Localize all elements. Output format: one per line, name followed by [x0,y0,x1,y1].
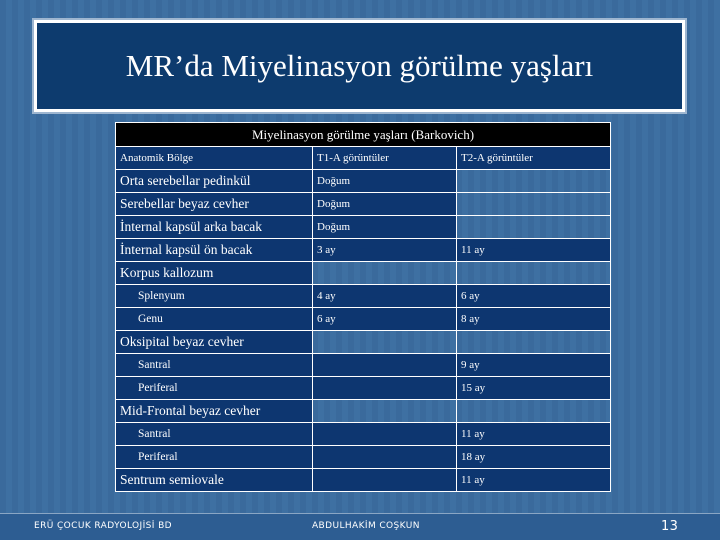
table-cell-t2: 6 ay [457,285,611,308]
table-cell-t2: 18 ay [457,446,611,469]
table-cell-t1 [313,354,457,377]
table-row [116,308,611,331]
footer-author: ABDULHAKİM COŞKUN [312,521,420,531]
table-cell-t2 [457,331,611,354]
table-caption-row [116,123,611,147]
table-cell-region: Santral [116,423,313,446]
column-header-t2: T2-A görüntüler [457,147,611,170]
table-caption: Miyelinasyon görülme yaşları (Barkovich) [116,123,611,147]
slide-footer [0,513,720,540]
table-cell-region: Korpus kallozum [116,262,313,285]
table-cell-t1 [313,400,457,423]
column-header-region: Anatomik Bölge [116,147,313,170]
table-cell-t2 [457,400,611,423]
table-cell-region: Santral [116,354,313,377]
table-row [116,285,611,308]
slide-title-box [34,20,685,112]
table-header-row [116,147,611,170]
table-row [116,193,611,216]
table-cell-t2: 8 ay [457,308,611,331]
table-cell-t2: 11 ay [457,469,611,492]
table-row [116,262,611,285]
table-cell-t1 [313,377,457,400]
table-cell-region: Oksipital beyaz cevher [116,331,313,354]
table-cell-region: Periferal [116,446,313,469]
slide-title: MR’da Miyelinasyon görülme yaşları [125,48,594,83]
table-row [116,400,611,423]
table-row [116,239,611,262]
table-cell-t2 [457,193,611,216]
page-number: 13 [661,519,679,534]
table-cell-t1: 6 ay [313,308,457,331]
table-cell-t1: 3 ay [313,239,457,262]
table-row [116,469,611,492]
table-cell-t1: Doğum [313,216,457,239]
table-row [116,216,611,239]
table-cell-region: Periferal [116,377,313,400]
table-cell-region: İnternal kapsül ön bacak [116,239,313,262]
table-cell-t1 [313,469,457,492]
table-cell-t1 [313,331,457,354]
table-cell-t2: 11 ay [457,423,611,446]
table-cell-region: Orta serebellar pedinkül [116,170,313,193]
table-cell-t2: 15 ay [457,377,611,400]
table-row [116,354,611,377]
footer-department: ERÜ ÇOCUK RADYOLOJİSİ BD [34,521,172,531]
table-cell-t2: 11 ay [457,239,611,262]
table-cell-t1: Doğum [313,170,457,193]
table-cell-t2 [457,170,611,193]
table-row [116,170,611,193]
table-cell-region: Mid-Frontal beyaz cevher [116,400,313,423]
table-cell-region: Sentrum semiovale [116,469,313,492]
table-cell-t2 [457,216,611,239]
table-row [116,423,611,446]
table-cell-t1: 4 ay [313,285,457,308]
table-cell-t1 [313,423,457,446]
table-cell-region: Splenyum [116,285,313,308]
table-cell-t2 [457,262,611,285]
table-row [116,446,611,469]
table-cell-region: Serebellar beyaz cevher [116,193,313,216]
table-cell-region: Genu [116,308,313,331]
table-cell-region: İnternal kapsül arka bacak [116,216,313,239]
table-row [116,331,611,354]
table-cell-t1 [313,446,457,469]
table-cell-t1 [313,262,457,285]
myelination-table [115,122,611,492]
table-cell-t1: Doğum [313,193,457,216]
table-row [116,377,611,400]
table-cell-t2: 9 ay [457,354,611,377]
column-header-t1: T1-A görüntüler [313,147,457,170]
